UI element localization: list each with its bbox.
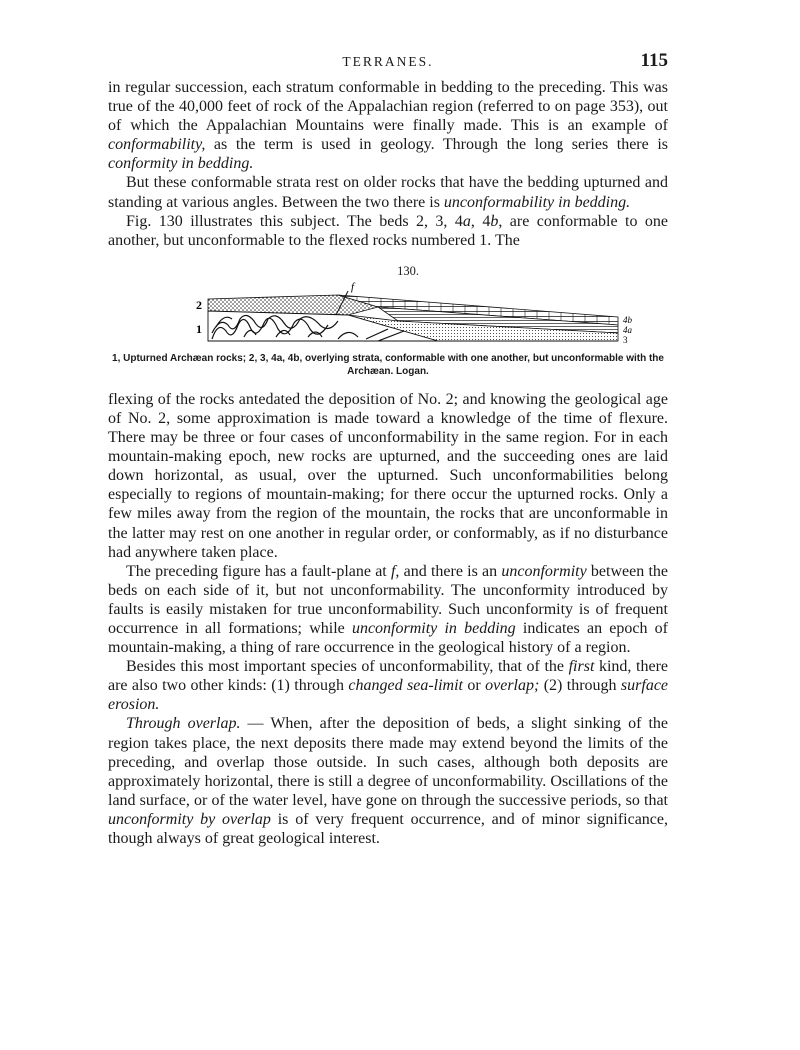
italic-text: unconformity by overlap [108, 810, 271, 828]
text-run: (2) through [539, 677, 621, 695]
running-head-title: TERRANES. [342, 54, 434, 69]
strata-diagram [138, 281, 638, 351]
italic-text: changed sea-limit [348, 677, 464, 695]
label-2: 2 [196, 297, 202, 312]
italic-text: conformability, [108, 136, 206, 154]
label-4b: 4b [623, 314, 632, 325]
paragraph [108, 390, 668, 562]
text-run: kind, there are also two other kinds: (1) through [108, 658, 668, 695]
label-3: 3 [623, 334, 628, 345]
text-run: and there is an [399, 562, 502, 580]
paragraph [108, 562, 668, 657]
text-run: Besides this most important species of unconformability, that of the [126, 658, 569, 676]
paragraph [108, 212, 668, 250]
italic-text: first [568, 658, 595, 676]
figure-number: 130. [397, 263, 419, 278]
text-run: But these conformable strata rest on older rocks that have the bedding upturned and standing at various angles. Between the two there is [108, 174, 668, 211]
paragraph [108, 173, 668, 211]
label-1: 1 [196, 321, 202, 336]
text-run: or [463, 677, 486, 695]
running-head [108, 48, 668, 78]
paragraph [108, 78, 668, 173]
italic-text: a [462, 212, 471, 230]
body-text-bottom [108, 390, 668, 848]
text-run: — When, after the deposition of beds, a slight sinking of the region takes place, the next deposits there made may extend beyond the limits of the preceding, and overlap those outside. In such cases, although both deposits are approximately horizontal, there is still a degree of unconformability. Oscillations of the land surface, or of the water level, have gone on through the successive periods, so that [108, 715, 669, 809]
italic-text: f, [390, 562, 400, 580]
paragraph [108, 714, 668, 848]
italic-text: unconformity [501, 562, 587, 580]
text-run: , are conformable to one another, but unconformable to the flexed rocks numbered 1. The [108, 212, 669, 249]
text-run: between the beds on each side of it, but not unconformability. The unconformity introduced by faults is easily mistaken for true unconformability. Such unconformity is of frequent occurrence in all formations; while [108, 562, 668, 637]
body-text-top [108, 78, 668, 250]
text-run: indicates an epoch of mountain-making, a thing of rare occurrence in the geological history of a region. [108, 619, 669, 657]
italic-text: Through overlap. [126, 715, 241, 733]
italic-text: overlap; [485, 677, 540, 695]
label-4a: 4a [623, 324, 632, 335]
text-run: in regular succession, each stratum conformable in bedding to the preceding. This was true of the 40,000 feet of rock of the Appalachian region (referred to on page 353), out of which the Appalachian Mountains were finally made. This is an example of [108, 79, 668, 135]
page-number: 115 [640, 50, 668, 71]
italic-text: conformity in bedding. [108, 155, 254, 173]
italic-text: unconformity in bedding [351, 619, 516, 637]
text-run: Fig. 130 illustrates this subject. The beds 2, 3, 4 [126, 212, 463, 230]
label-f: f [351, 280, 355, 293]
book-page [108, 48, 668, 848]
italic-text: b [490, 212, 499, 230]
text-run: is of very frequent occurrence, and of minor significance, though always of great geological interest. [108, 810, 669, 847]
text-run: flexing of the rocks antedated the deposition of No. 2; and knowing the geological age of No. 2, some approximation is made toward a knowledge of the time of flexure. There may be three or four cases of unconformability in the same region. For in each mountain-making epoch, new rocks are upturned, and the succeeding ones are laid down horizontal, as usual, over the upturned. Such unconformabilities belong especially to regions of mountain-making; for there occur the upturned rocks. Only a few miles away from the region of the mountain, the rocks that are unconformable in the latter may rest on one another in regular order, or conformably, as if no disturbance had anywhere taken place. [108, 390, 668, 561]
paragraph [108, 657, 668, 714]
text-run: , 4 [470, 212, 491, 230]
text-run: The preceding figure has a fault-plane at [126, 562, 391, 580]
figure-130 [108, 264, 668, 378]
italic-text: unconformability in bedding. [443, 193, 631, 211]
italic-text: surface erosion. [108, 677, 669, 714]
figure-caption: 1, Upturned Archæan rocks; 2, 3, 4a, 4b, overlying strata, conformable with one another, but unconformable with the Archæan. Logan. [112, 352, 664, 377]
text-run: as the term is used in geology. Through the long series there is [205, 136, 668, 154]
